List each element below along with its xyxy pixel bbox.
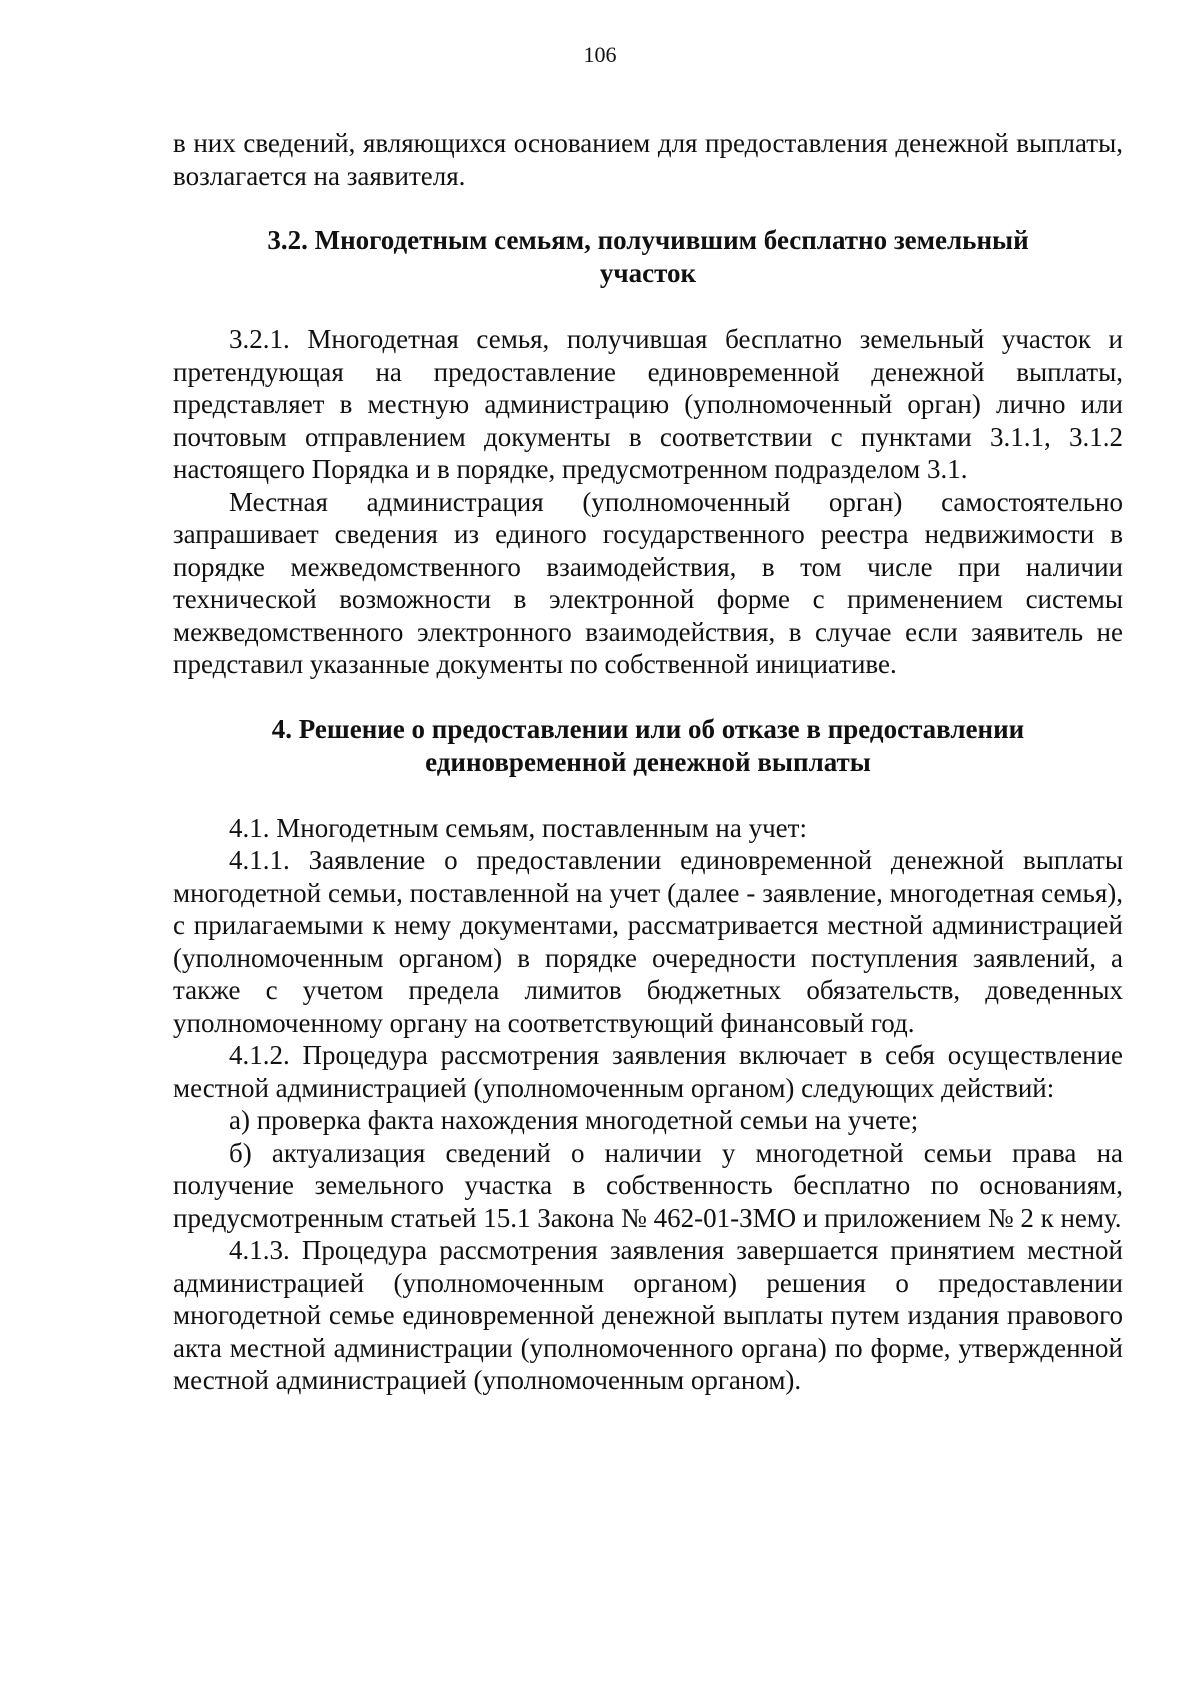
- section-heading-3-2-line2: участок: [599, 258, 697, 288]
- section-heading-3-2: [173, 224, 1123, 290]
- paragraph-4-1-1: 4.1.1. Заявление о предоставлении единовременной денежной выплаты многодетной семьи, поставленной на учет (далее - заявление, многодетная семья), с прилагаемыми к нему документами, рассматривается местной администрацией (уполномоченным органом) в порядке очередности поступления заявлений, а также с учетом предела лимитов бюджетных обязательств, доведенных уполномоченному органу на соответствующий финансовый год.: [173, 845, 1123, 1038]
- page-number: 106: [583, 42, 617, 67]
- paragraph-intro: в них сведений, являющихся основанием для предоставления денежной выплаты, возлагается на заявителя.: [173, 128, 1123, 191]
- section-heading-3-2-line1: 3.2. Многодетным семьям, получившим бесплатно земельный: [267, 225, 1029, 255]
- paragraph-4-1-2-a: а) проверка факта нахождения многодетной семьи на учете;: [229, 1105, 919, 1135]
- section-heading-4-line1: 4. Решение о предоставлении или об отказе в предоставлении: [271, 713, 1025, 744]
- paragraph-4-1-3: 4.1.3. Процедура рассмотрения заявления завершается принятием местной администрацией (уполномоченным органом) решения о предоставлении многодетной семье единовременной денежной выплаты путем издания правового акта местной администрации (уполномоченного органа) по форме, утвержденной местной администрацией (уполномоченным органом).: [173, 1235, 1123, 1395]
- paragraph-4-1-2-b: б) актуализация сведений о наличии у многодетной семьи права на получение земельного участка в собственность бесплатно по основаниям, предусмотренным статьей 15.1 Закона № 462-01-ЗМО и приложением № 2 к нему.: [173, 1137, 1123, 1233]
- paragraph-4-1: 4.1. Многодетным семьям, поставленным на учет:: [229, 812, 807, 843]
- document-body: [173, 127, 1123, 1397]
- paragraph-4-1-2: 4.1.2. Процедура рассмотрения заявления включает в себя осуществление местной администрацией (уполномоченным органом) следующих действий:: [173, 1040, 1123, 1103]
- section-heading-4: [173, 713, 1123, 779]
- paragraph-3-2-1: 3.2.1. Многодетная семья, получившая бесплатно земельный участок и претендующая на предоставление единовременной денежной выплаты, представляет в местную администрацию (уполномоченный орган) лично или почтовым отправлением документы в соответствии с пунктами 3.1.1, 3.1.2 настоящего Порядка и в порядке, предусмотренном подразделом 3.1.: [173, 324, 1123, 484]
- section-heading-4-line2: единовременной денежной выплаты: [425, 746, 871, 777]
- paragraph-3-2-1-continued: Местная администрация (уполномоченный орган) самостоятельно запрашивает сведения из единого государственного реестра недвижимости в порядке межведомственного взаимодействия, в том числе при наличии технической возможности в электронной форме с применением системы межведомственного электронного взаимодействия, в случае если заявитель не представил указанные документы по собственной инициативе.: [173, 486, 1123, 679]
